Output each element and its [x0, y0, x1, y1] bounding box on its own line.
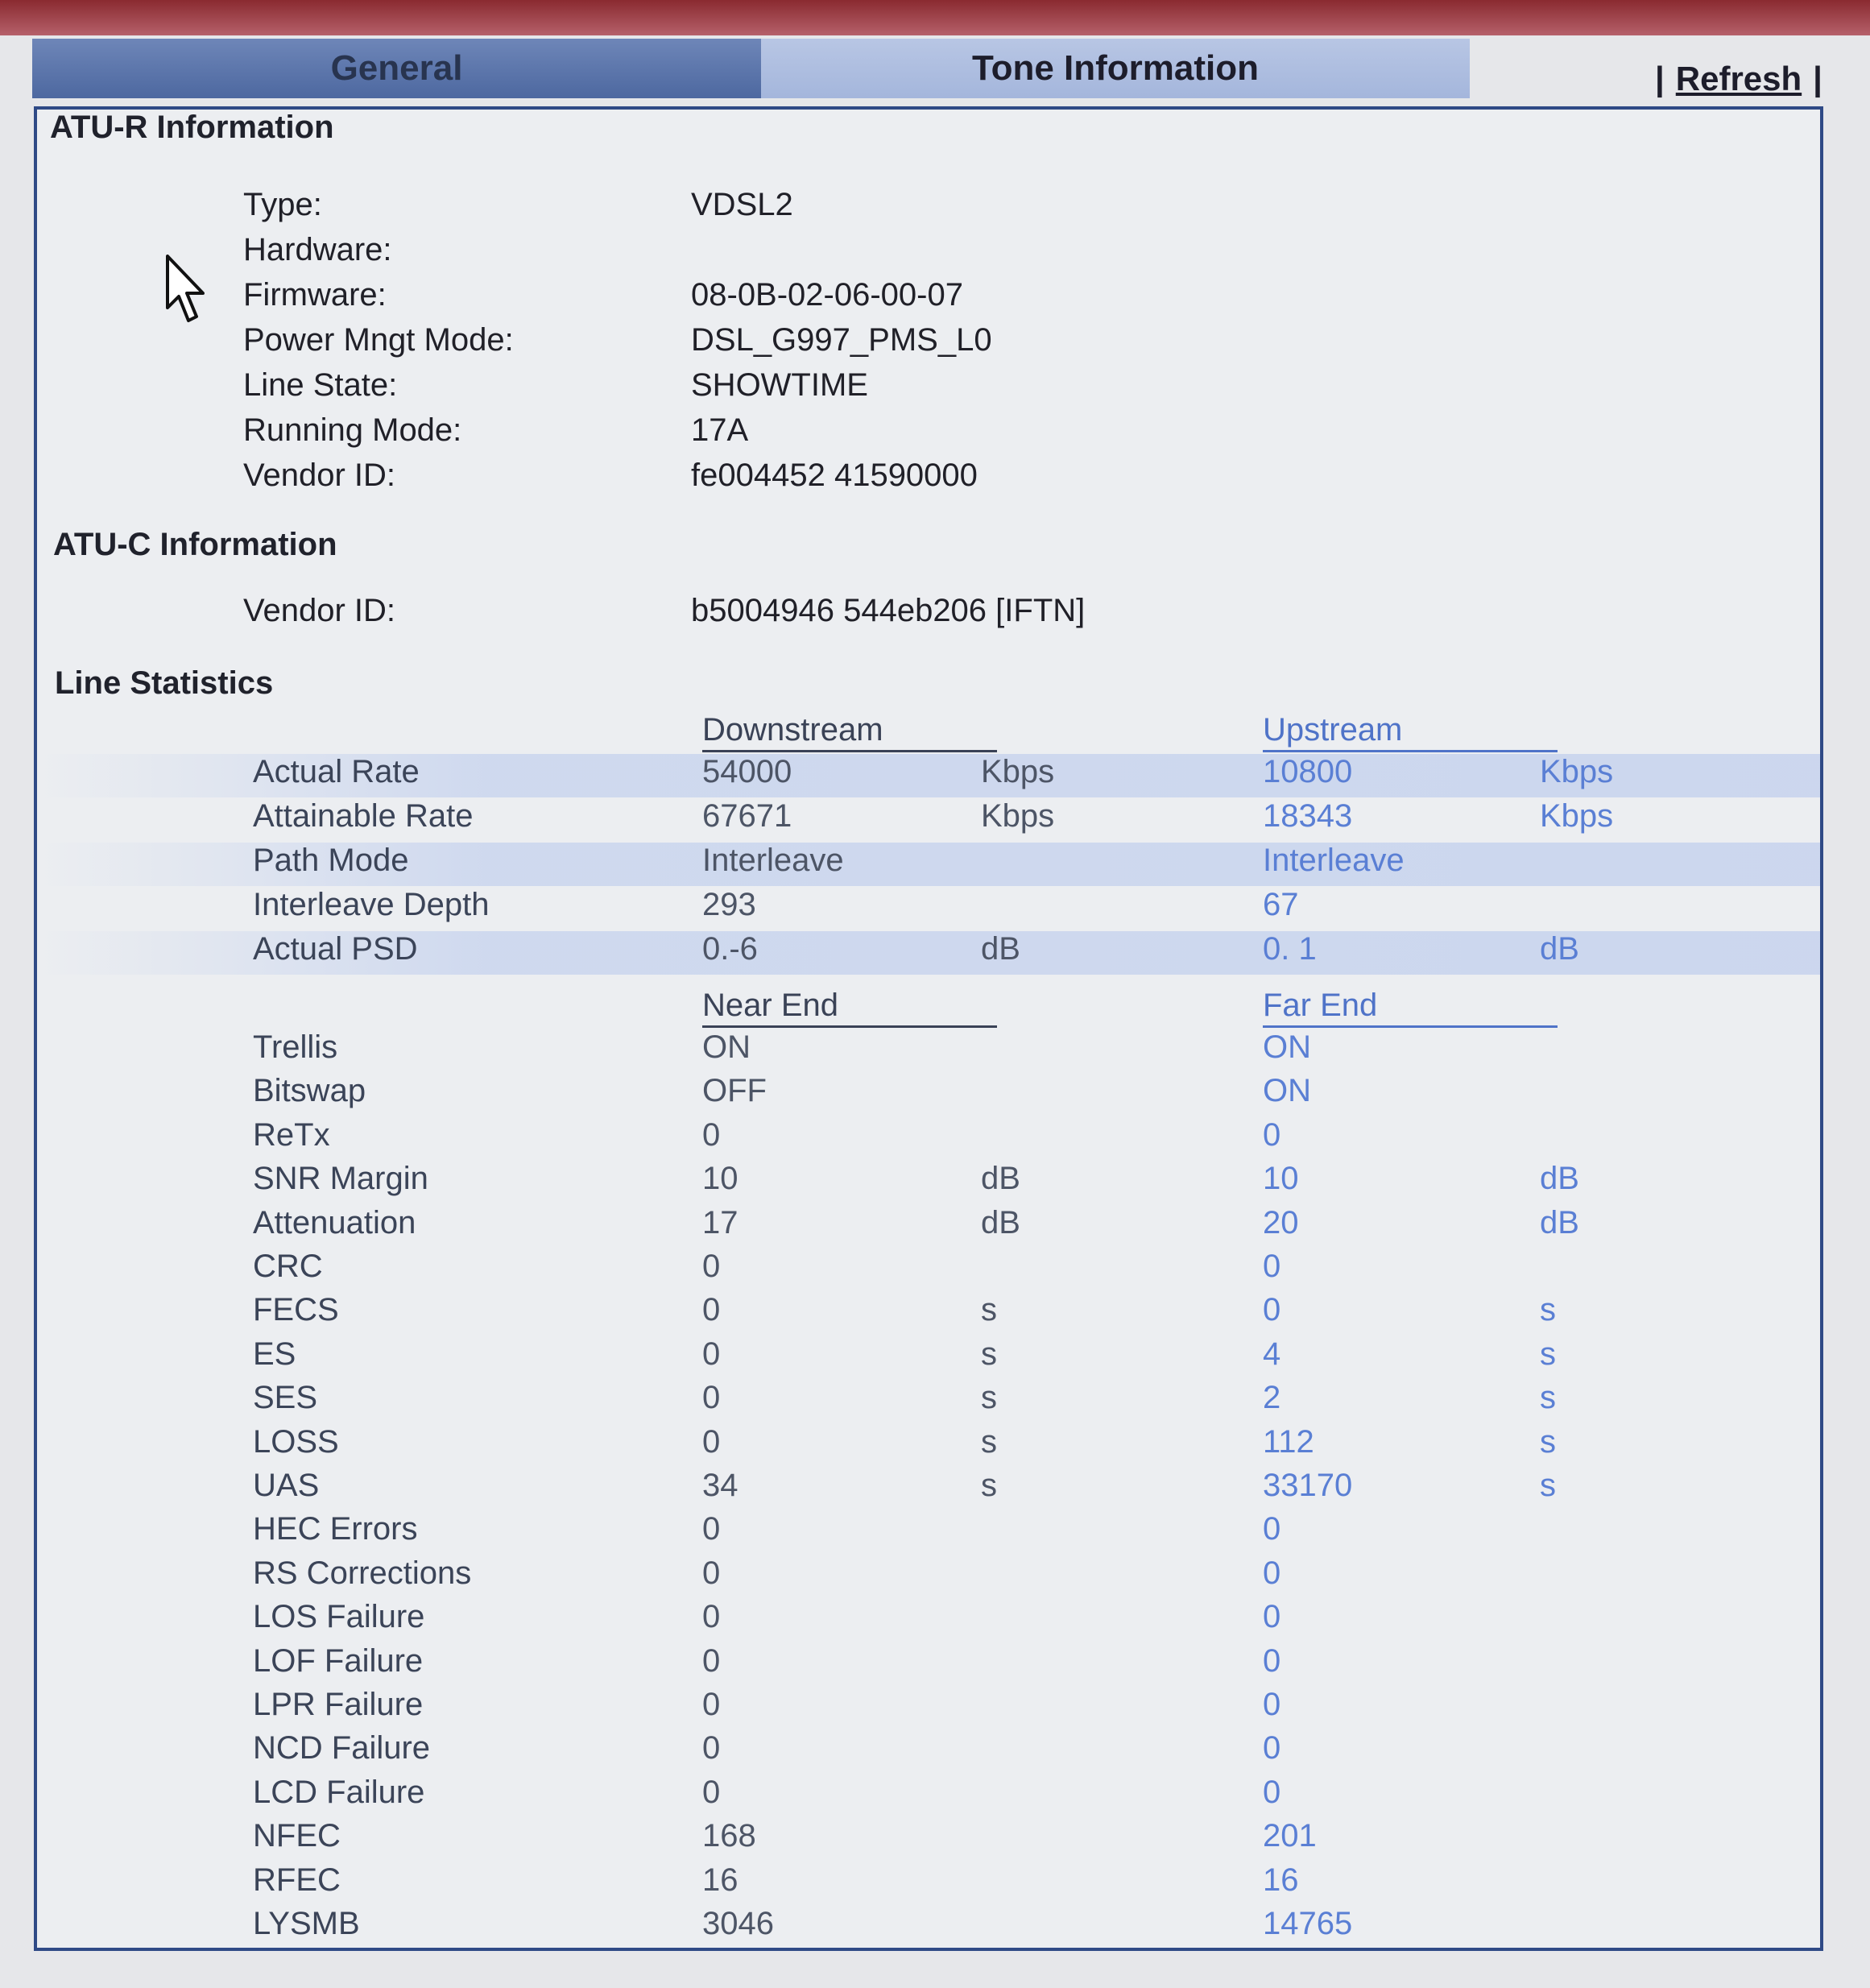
near-end-value: 0: [702, 1336, 721, 1372]
refresh-separator-right: |: [1813, 60, 1822, 97]
stat-label: ES: [253, 1336, 296, 1372]
near-end-value: 0: [702, 1599, 721, 1635]
general-panel: [34, 106, 1823, 1951]
refresh-group: [1655, 60, 1822, 98]
upstream-value: 18343: [1263, 798, 1353, 834]
downstream-unit: Kbps: [981, 754, 1055, 789]
upstream-unit: Kbps: [1540, 754, 1614, 789]
near-end-value: 0: [702, 1687, 721, 1722]
far-end-value: 201: [1263, 1818, 1317, 1854]
stat-label: LCD Failure: [253, 1774, 425, 1810]
info-label: Firmware:: [243, 277, 387, 313]
info-value: SHOWTIME: [691, 367, 868, 403]
far-end-value: ON: [1263, 1073, 1311, 1109]
stat-label: UAS: [253, 1468, 320, 1503]
upstream-unit: Kbps: [1540, 798, 1614, 834]
info-value: b5004946 544eb206 [IFTN]: [691, 593, 1086, 628]
stat-label: NFEC: [253, 1818, 341, 1854]
end-stat-row: [37, 1424, 1820, 1468]
info-label: Power Mngt Mode:: [243, 322, 514, 358]
info-label: Running Mode:: [243, 412, 462, 448]
info-value: 08-0B-02-06-00-07: [691, 277, 963, 313]
stat-label: Attainable Rate: [253, 798, 474, 834]
info-label: Line State:: [243, 367, 398, 403]
downstream-value: Interleave: [702, 843, 844, 878]
atuc-section-title: ATU-C Information: [53, 527, 337, 562]
stat-label: Actual PSD: [253, 931, 418, 967]
near-end-value: 10: [702, 1161, 738, 1197]
near-end-unit: s: [981, 1423, 997, 1460]
stat-label: CRC: [253, 1249, 323, 1284]
stat-label: SES: [253, 1380, 318, 1416]
downstream-value: 54000: [702, 754, 792, 789]
far-end-value: 0: [1263, 1687, 1281, 1722]
info-label: Hardware:: [243, 232, 392, 267]
tab-tone-information[interactable]: Tone Information: [761, 39, 1470, 98]
end-stat-row: [37, 1862, 1820, 1906]
far-end-value: 14765: [1263, 1906, 1353, 1941]
near-end-value: 0: [702, 1642, 721, 1679]
stat-label: RS Corrections: [253, 1555, 472, 1591]
end-stat-row: [37, 1555, 1820, 1599]
far-end-value: 33170: [1263, 1468, 1353, 1503]
upstream-value: 10800: [1263, 754, 1353, 789]
far-end-value: 10: [1263, 1161, 1299, 1197]
tab-bar: [32, 39, 1482, 98]
rate-stat-row: [37, 754, 1820, 797]
stat-label: Interleave Depth: [253, 887, 490, 922]
stat-label: Path Mode: [253, 843, 409, 878]
end-stat-row: [37, 1511, 1820, 1555]
stat-label: HEC Errors: [253, 1511, 418, 1547]
far-end-value: 0: [1263, 1249, 1281, 1284]
rate-stat-row: [37, 887, 1820, 930]
near-end-value: OFF: [702, 1073, 767, 1109]
stat-label: SNR Margin: [253, 1161, 428, 1197]
atur-row: [37, 322, 1820, 366]
near-end-value: 168: [702, 1818, 756, 1854]
info-value: VDSL2: [691, 187, 793, 222]
end-stat-row: [37, 1775, 1820, 1818]
atur-section-title: ATU-R Information: [50, 110, 334, 145]
near-end-value: ON: [702, 1029, 751, 1065]
info-label: Type:: [243, 187, 322, 222]
far-end-unit: dB: [1540, 1204, 1579, 1240]
far-end-value: 112: [1263, 1423, 1314, 1460]
line-stats-section-title: Line Statistics: [55, 665, 274, 701]
near-end-value: 0: [702, 1774, 721, 1810]
end-stat-row: [37, 1468, 1820, 1511]
downstream-value: 67671: [702, 798, 792, 834]
far-end-unit: s: [1540, 1380, 1556, 1416]
stat-label: Attenuation: [253, 1204, 416, 1240]
end-stat-row: [37, 1599, 1820, 1642]
far-end-value: 0: [1263, 1642, 1281, 1679]
near-end-value: 0: [702, 1292, 721, 1328]
refresh-separator-left: |: [1655, 60, 1665, 97]
rate-stat-row: [37, 931, 1820, 975]
stat-label: LYSMB: [253, 1906, 360, 1941]
far-end-value: 0: [1263, 1511, 1281, 1547]
end-stat-row: [37, 1906, 1820, 1949]
near-end-value: 0: [702, 1116, 721, 1153]
far-end-unit: s: [1540, 1423, 1556, 1460]
atur-row: [37, 412, 1820, 456]
mouse-pointer-icon: [164, 255, 213, 327]
end-stat-row: [37, 1336, 1820, 1380]
near-end-value: 0: [702, 1423, 721, 1460]
info-label: Vendor ID:: [243, 593, 396, 628]
stat-label: Actual Rate: [253, 754, 420, 789]
atur-row: [37, 277, 1820, 321]
downstream-unit: Kbps: [981, 798, 1055, 834]
near-end-unit: s: [981, 1468, 997, 1503]
far-end-value: 0: [1263, 1774, 1281, 1810]
far-end-unit: s: [1540, 1292, 1556, 1328]
near-end-unit: dB: [981, 1161, 1020, 1197]
stat-label: RFEC: [253, 1862, 341, 1898]
near-end-value: 0: [702, 1380, 721, 1416]
near-end-unit: s: [981, 1336, 997, 1372]
end-stat-row: [37, 1161, 1820, 1204]
end-stat-row: [37, 1117, 1820, 1161]
near-end-value: 16: [702, 1862, 738, 1898]
far-end-value: 2: [1263, 1380, 1281, 1416]
window-top-band: [0, 0, 1870, 35]
rate-stat-row: [37, 798, 1820, 842]
end-stat-row: [37, 1818, 1820, 1862]
far-end-unit: s: [1540, 1336, 1556, 1372]
end-stat-row: [37, 1643, 1820, 1687]
far-end-value: 0: [1263, 1730, 1281, 1766]
end-stat-row: [37, 1029, 1820, 1073]
end-stat-row: [37, 1687, 1820, 1730]
near-end-unit: dB: [981, 1204, 1020, 1240]
near-end-value: 0: [702, 1730, 721, 1766]
near-end-value: 3046: [702, 1906, 774, 1941]
stat-label: FECS: [253, 1292, 339, 1328]
end-stat-row: [37, 1730, 1820, 1774]
end-stat-row: [37, 1205, 1820, 1249]
stat-label: Bitswap: [253, 1073, 366, 1109]
downstream-unit: dB: [981, 931, 1020, 967]
near-end-value: 0: [702, 1249, 721, 1284]
far-end-value: 20: [1263, 1204, 1299, 1240]
upstream-value: 0. 1: [1263, 931, 1317, 967]
near-end-header: Near End: [702, 988, 997, 1028]
near-end-value: 0: [702, 1511, 721, 1547]
upstream-unit: dB: [1540, 931, 1579, 967]
info-value: fe004452 41590000: [691, 458, 978, 493]
far-end-value: ON: [1263, 1029, 1311, 1065]
info-label: Vendor ID:: [243, 458, 396, 493]
far-end-unit: s: [1540, 1468, 1556, 1503]
stat-label: LOS Failure: [253, 1599, 425, 1635]
far-end-value: 0: [1263, 1292, 1281, 1328]
upstream-value: Interleave: [1263, 843, 1405, 878]
atur-row: [37, 232, 1820, 275]
end-stat-row: [37, 1380, 1820, 1423]
downstream-value: 0.-6: [702, 931, 758, 967]
info-value: DSL_G997_PMS_L0: [691, 322, 992, 358]
atur-row: [37, 367, 1820, 411]
stat-label: LOF Failure: [253, 1642, 424, 1679]
far-end-header: Far End: [1263, 988, 1558, 1028]
stat-label: LOSS: [253, 1423, 339, 1460]
upstream-value: 67: [1263, 887, 1299, 922]
far-end-value: 0: [1263, 1599, 1281, 1635]
upstream-header: Upstream: [1263, 712, 1558, 752]
end-stat-row: [37, 1073, 1820, 1116]
stat-label: Trellis: [253, 1029, 338, 1065]
downstream-value: 293: [702, 887, 756, 922]
near-end-value: 34: [702, 1468, 738, 1503]
atur-row: [37, 458, 1820, 501]
info-value: 17A: [691, 412, 749, 448]
near-end-unit: s: [981, 1380, 997, 1416]
far-end-value: 0: [1263, 1116, 1281, 1153]
stat-label: LPR Failure: [253, 1687, 424, 1722]
far-end-value: 4: [1263, 1336, 1281, 1372]
end-stat-row: [37, 1292, 1820, 1336]
stat-label: ReTx: [253, 1116, 330, 1153]
end-stat-row: [37, 1249, 1820, 1292]
rate-stat-row: [37, 843, 1820, 886]
far-end-unit: dB: [1540, 1161, 1579, 1197]
atur-row: [37, 187, 1820, 230]
stat-label: NCD Failure: [253, 1730, 431, 1766]
near-end-unit: s: [981, 1292, 997, 1328]
downstream-header: Downstream: [702, 712, 997, 752]
refresh-link[interactable]: Refresh: [1675, 60, 1802, 97]
near-end-value: 0: [702, 1555, 721, 1591]
far-end-value: 16: [1263, 1862, 1299, 1898]
atuc-row: [37, 593, 1820, 636]
near-end-value: 17: [702, 1204, 738, 1240]
tab-general[interactable]: General: [32, 39, 761, 98]
far-end-value: 0: [1263, 1555, 1281, 1591]
